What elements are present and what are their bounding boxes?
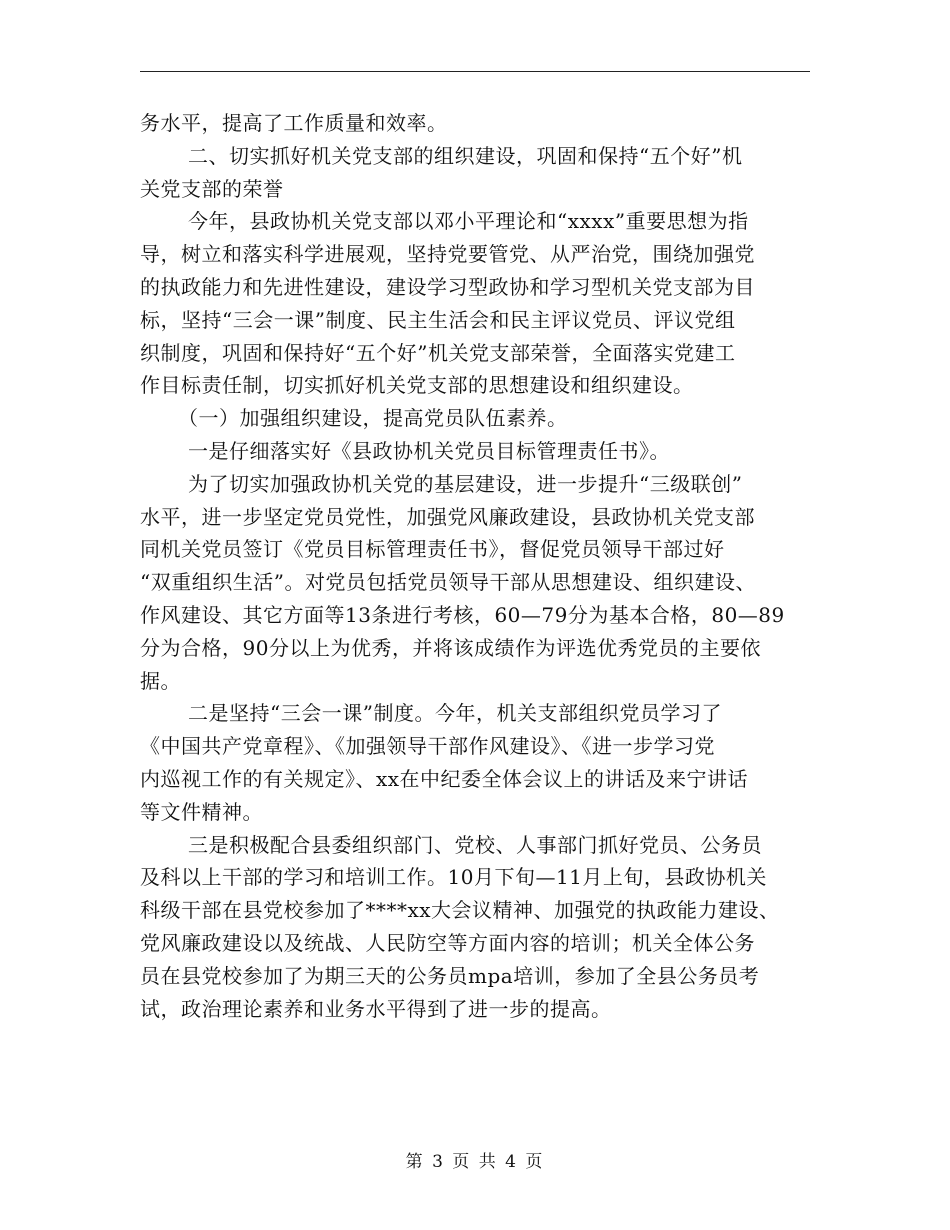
header-rule (140, 71, 810, 72)
text-line: 标，坚持“三会一课”制度、民主生活会和民主评议党员、评议党组 (140, 307, 736, 332)
text-line: 务水平，提高了工作质量和效率。 (140, 111, 448, 135)
text-line: “双重组织生活”。对党员包括党员领导干部从思想建设、组织建设、 (140, 570, 756, 595)
text-line: 内巡视工作的有关规定》、xx在中纪委全体会议上的讲话及来宁讲话 (140, 766, 749, 791)
text-line: 一是仔细落实好《县政协机关党员目标管理责任书》。 (188, 438, 670, 463)
section-heading-continued: 关党支部的荣誉 (140, 176, 284, 201)
text-line: 导，树立和落实科学进展观，坚持党要管党、从严治党，围绕加强党 (140, 242, 755, 267)
text-line: 二是坚持“三会一课”制度。今年，机关支部组织党员学习了 (188, 701, 722, 726)
text-line: 的执政能力和先进性建设，建设学习型政协和学习型机关党支部为目 (140, 274, 755, 299)
text-line: 员在县党校参加了为期三天的公务员mpa培训，参加了全县公务员考 (140, 963, 760, 988)
text-line: 等文件精神。 (140, 799, 263, 824)
subsection-heading: （一）加强组织建设，提高党员队伍素养。 (178, 406, 568, 431)
text-line: 科级干部在县党校参加了****xx大会议精神、加强党的执政能力建设、 (140, 898, 780, 923)
text-line: 党风廉政建设以及统战、人民防空等方面内容的培训；机关全体公务 (140, 930, 755, 955)
document-body (140, 107, 810, 1025)
text-line: 织制度，巩固和保持好“五个好”机关党支部荣誉，全面落实党建工 (140, 340, 736, 365)
text-line: 今年，县政协机关党支部以邓小平理论和“xxxx”重要思想为指 (188, 209, 749, 234)
text-line: 作风建设、其它方面等13条进行考核，60—79分为基本合格，80—89 (140, 602, 785, 627)
text-line: 为了切实加强政协机关党的基层建设，进一步提升“三级联创” (188, 471, 743, 496)
text-line: 作目标责任制，切实抓好机关党支部的思想建设和组织建设。 (140, 373, 694, 398)
text-line: 三是积极配合县委组织部门、党校、人事部门抓好党员、公务员 (188, 832, 762, 857)
section-heading: 二、切实抓好机关党支部的组织建设，巩固和保持“五个好”机 (188, 143, 743, 168)
page-number-footer: 第 3 页 共 4 页 (405, 1152, 545, 1172)
text-line: 同机关党员签订《党员目标管理责任书》，督促党员领导干部过好 (140, 537, 725, 562)
text-line: 《中国共产党章程》、《加强领导干部作风建设》、《进一步学习党 (140, 734, 715, 759)
text-line: 及科以上干部的学习和培训工作。10月下旬—11月上旬，县政协机关 (140, 865, 767, 890)
text-line: 据。 (140, 668, 181, 693)
text-line: 分为合格，90分以上为优秀，并将该成绩作为评选优秀党员的主要依 (140, 635, 761, 660)
text-line: 水平，进一步坚定党员党性，加强党风廉政建设，县政协机关党支部 (140, 504, 755, 529)
text-line: 试，政治理论素养和业务水平得到了进一步的提高。 (140, 996, 612, 1021)
